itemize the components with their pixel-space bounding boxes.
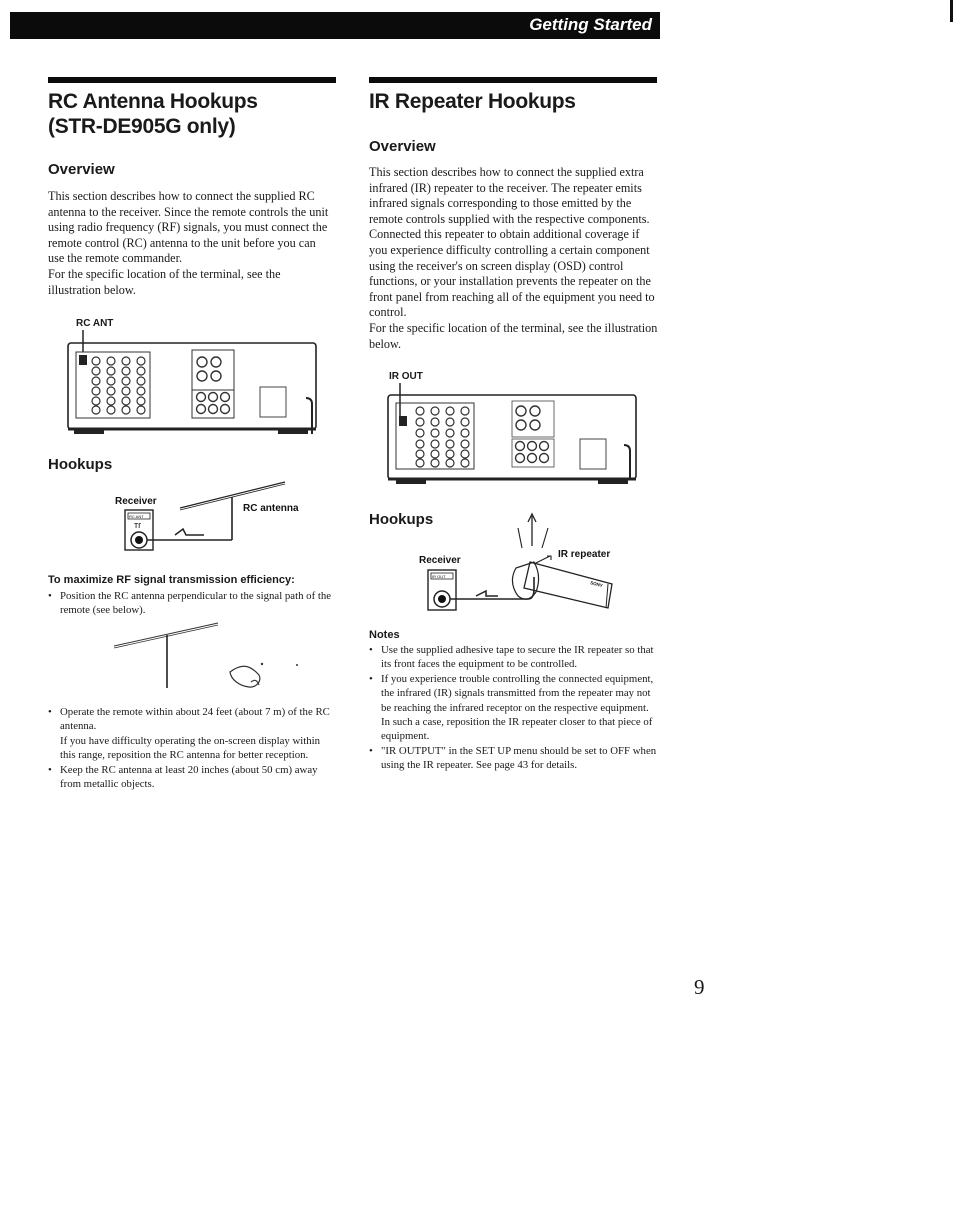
ir-out-terminal-label: IR OUT bbox=[432, 574, 446, 579]
efficiency-list-2 bbox=[48, 705, 338, 791]
rc-ant-terminal-label: RC ANT bbox=[129, 514, 144, 519]
left-receiver-rear-panel bbox=[66, 330, 321, 442]
notes-heading: Notes bbox=[369, 629, 400, 641]
left-hookups-heading: Hookups bbox=[48, 456, 113, 473]
left-overview-text bbox=[48, 189, 332, 298]
svg-text:ᴛr: ᴛr bbox=[134, 520, 142, 530]
list-item: • "IR OUTPUT" in the SET UP menu should be set to OFF when using the IR repeater. See page 43 for details. bbox=[369, 744, 659, 773]
section-header-bar bbox=[10, 12, 660, 39]
right-overview-para1: This section describes how to connect the supplied extra infrared (IR) repeater to the receiver. The repeater emits infrared signals corresponding to those emitted by the remote controls supplied with the respective components. Connected this repeater to obtain additional coverage if you experience difficulty controlling a certain component using the receiver's on screen display (OSD) control functions, or your installation prevents the repeater on the front panel from reaching all of the equipment you need to control. bbox=[369, 165, 655, 320]
page-edge-mark bbox=[950, 0, 953, 22]
efficiency-heading: To maximize RF signal transmission efficiency: bbox=[48, 574, 295, 586]
left-overview-para1: This section describes how to connect the supplied RC antenna to the receiver. Since the remote controls the unit using radio frequency (RF) signals, you must connect the remote control (RC) antenna to the unit before you can use the remote commander. bbox=[48, 189, 329, 266]
receiver-label: Receiver bbox=[419, 555, 461, 566]
rc-antenna-label: RC antenna bbox=[243, 503, 299, 514]
ir-repeater-hookup-diagram bbox=[418, 512, 628, 612]
right-title-rule bbox=[369, 77, 657, 83]
left-title-line2: (STR-DE905G only) bbox=[48, 115, 236, 138]
right-overview-para2: For the specific location of the terminal, see the illustration below. bbox=[369, 320, 658, 351]
list-item: • Keep the RC antenna at least 20 inches (about 50 cm) away from metallic objects. bbox=[48, 763, 338, 792]
right-receiver-rear-panel bbox=[386, 383, 641, 493]
left-figure-label: RC ANT bbox=[76, 318, 114, 329]
list-item: • If you experience trouble controlling the connected equipment, the infrared (IR) signals transmitted from the repeater may not be reaching the infrared receptor on the respective equipment. In such a case, reposition the IR repeater closer to that piece of equipment. bbox=[369, 672, 659, 744]
right-overview-heading: Overview bbox=[369, 138, 436, 155]
right-hookups-heading: Hookups bbox=[369, 511, 434, 528]
left-title-rule bbox=[48, 77, 336, 83]
left-title-line1: RC Antenna Hookups bbox=[48, 90, 258, 113]
efficiency-list-1 bbox=[48, 589, 338, 618]
list-item bbox=[48, 705, 338, 763]
list-item: • Position the RC antenna perpendicular to the signal path of the remote (see below). bbox=[48, 589, 338, 618]
bullet2-text: • Operate the remote within about 24 feet (about 7 m) of the RC antenna. bbox=[60, 706, 330, 733]
antenna-orientation-illustration bbox=[112, 620, 302, 690]
bullet2-subtext: If you have difficulty operating the on-screen display within this range, reposition the RC antenna for better reception. bbox=[60, 734, 321, 762]
page-number: 9 bbox=[694, 975, 705, 999]
left-title bbox=[48, 89, 348, 139]
receiver-label: Receiver bbox=[115, 496, 157, 507]
right-figure-label: IR OUT bbox=[389, 371, 423, 382]
ir-repeater-label: IR repeater bbox=[558, 549, 611, 560]
left-overview-para2: For the specific location of the terminal, see the illustration below. bbox=[48, 266, 281, 297]
rc-antenna-hookup-diagram bbox=[115, 480, 315, 555]
section-title: Getting Started bbox=[529, 15, 652, 34]
left-overview-heading: Overview bbox=[48, 161, 115, 178]
device-brand: SONY bbox=[589, 580, 604, 589]
list-item: • Use the supplied adhesive tape to secure the IR repeater so that its front faces the equipment to be controlled. bbox=[369, 643, 659, 672]
right-title: IR Repeater Hookups bbox=[369, 90, 576, 113]
notes-list bbox=[369, 643, 659, 773]
right-overview-text bbox=[369, 165, 659, 352]
